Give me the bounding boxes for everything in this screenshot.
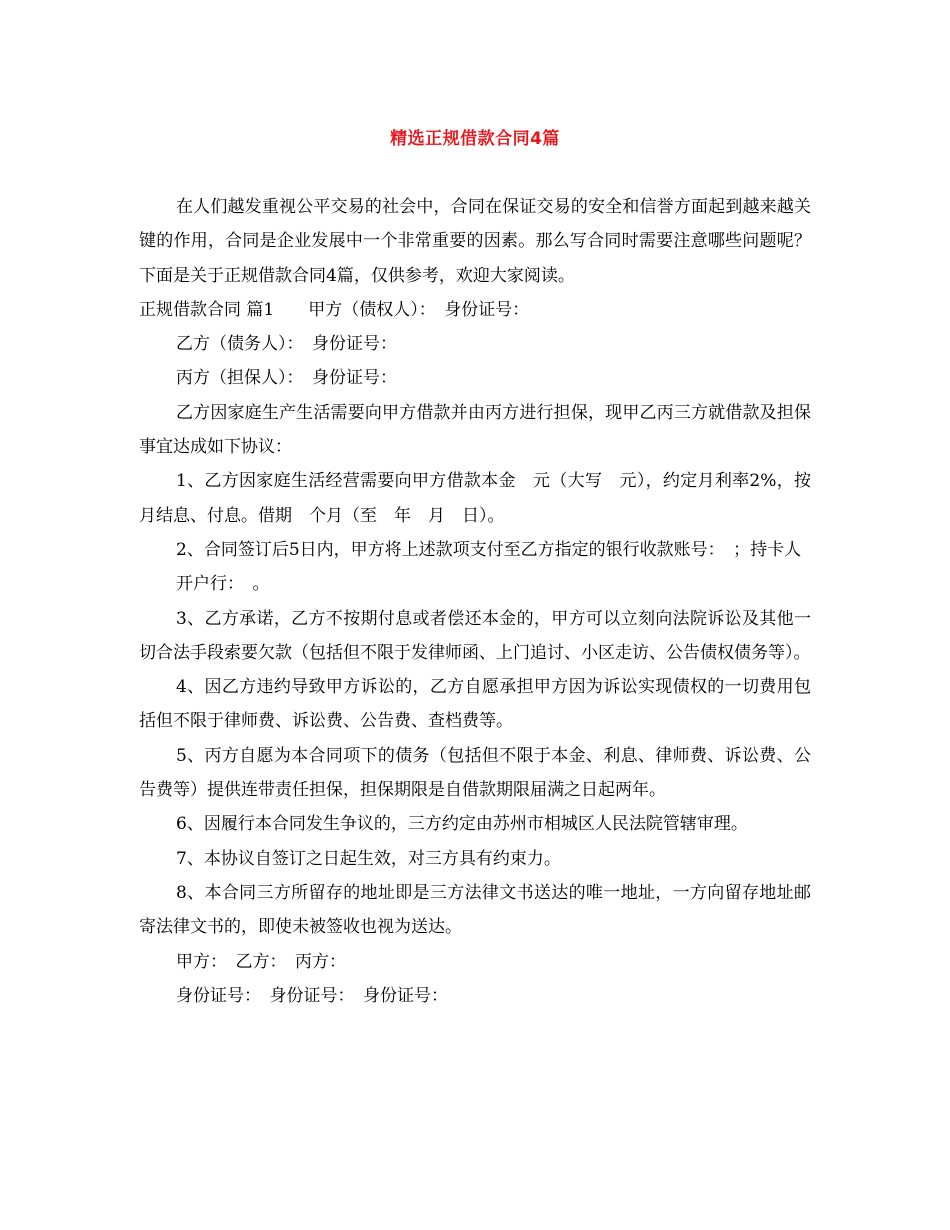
signature-id-line: 身份证号： 身份证号： 身份证号： [176, 985, 448, 1006]
clause-4: 4、因乙方违约导致甲方诉讼的，乙方自愿承担甲方因为诉讼实现债权的一切费用包括但不限于律师费、诉讼费、公告费、查档费等。 [139, 677, 811, 732]
page-title: 精选正规借款合同4篇 [390, 129, 560, 149]
document-body [139, 190, 811, 1013]
intro-paragraph: 在人们越发重视公平交易的社会中，合同在保证交易的安全和信誉方面起到越来越关键的作用，合同是企业发展中一个非常重要的因素。那么写合同时需要注意哪些问题呢？下面是关于正规借款合同4篇，仅供参考，欢迎大家阅读。 [139, 197, 811, 286]
clause-1: 1、乙方因家庭生活经营需要向甲方借款本金 元（大写 元），约定月利率2%，按月结息、付息。借期 个月（至 年 月 日）。 [139, 471, 811, 526]
clause-6: 6、因履行本合同发生争议的，三方约定由苏州市相城区人民法院管辖审理。 [176, 814, 748, 835]
party-b-line: 乙方（债务人）： 身份证号： [176, 334, 397, 355]
clause-3: 3、乙方承诺，乙方不按期付息或者偿还本金的，甲方可以立刻向法院诉讼及其他一切合法手段索要欠款（包括但不限于发律师函、上门追讨、小区走访、公告债权债务等）。 [139, 608, 811, 663]
contract-heading-party-a: 正规借款合同 篇1 甲方（债权人）： 身份证号： [139, 299, 530, 320]
clause-5: 5、丙方自愿为本合同项下的债务（包括但不限于本金、利息、律师费、诉讼费、公告费等）提供连带责任担保，担保期限是自借款期限届满之日起两年。 [139, 745, 811, 801]
party-c-line: 丙方（担保人）： 身份证号： [176, 368, 397, 389]
signature-parties-line: 甲方： 乙方： 丙方： [176, 951, 346, 972]
bank-line: 开户行： 。 [176, 574, 270, 595]
preamble-paragraph: 乙方因家庭生产生活需要向甲方借款并由丙方进行担保，现甲乙丙三方就借款及担保事宜达成如下协议： [139, 402, 811, 458]
clause-8: 8、本合同三方所留存的地址即是三方法律文书送达的唯一地址，一方向留存地址邮寄法律文书的，即使未被签收也视为送达。 [139, 882, 811, 938]
clause-2: 2、合同签订后5日内，甲方将上述款项支付至乙方指定的银行收款账号： ；持卡人 [176, 539, 802, 560]
clause-7: 7、本协议自签订之日起生效，对三方具有约束力。 [176, 848, 561, 869]
